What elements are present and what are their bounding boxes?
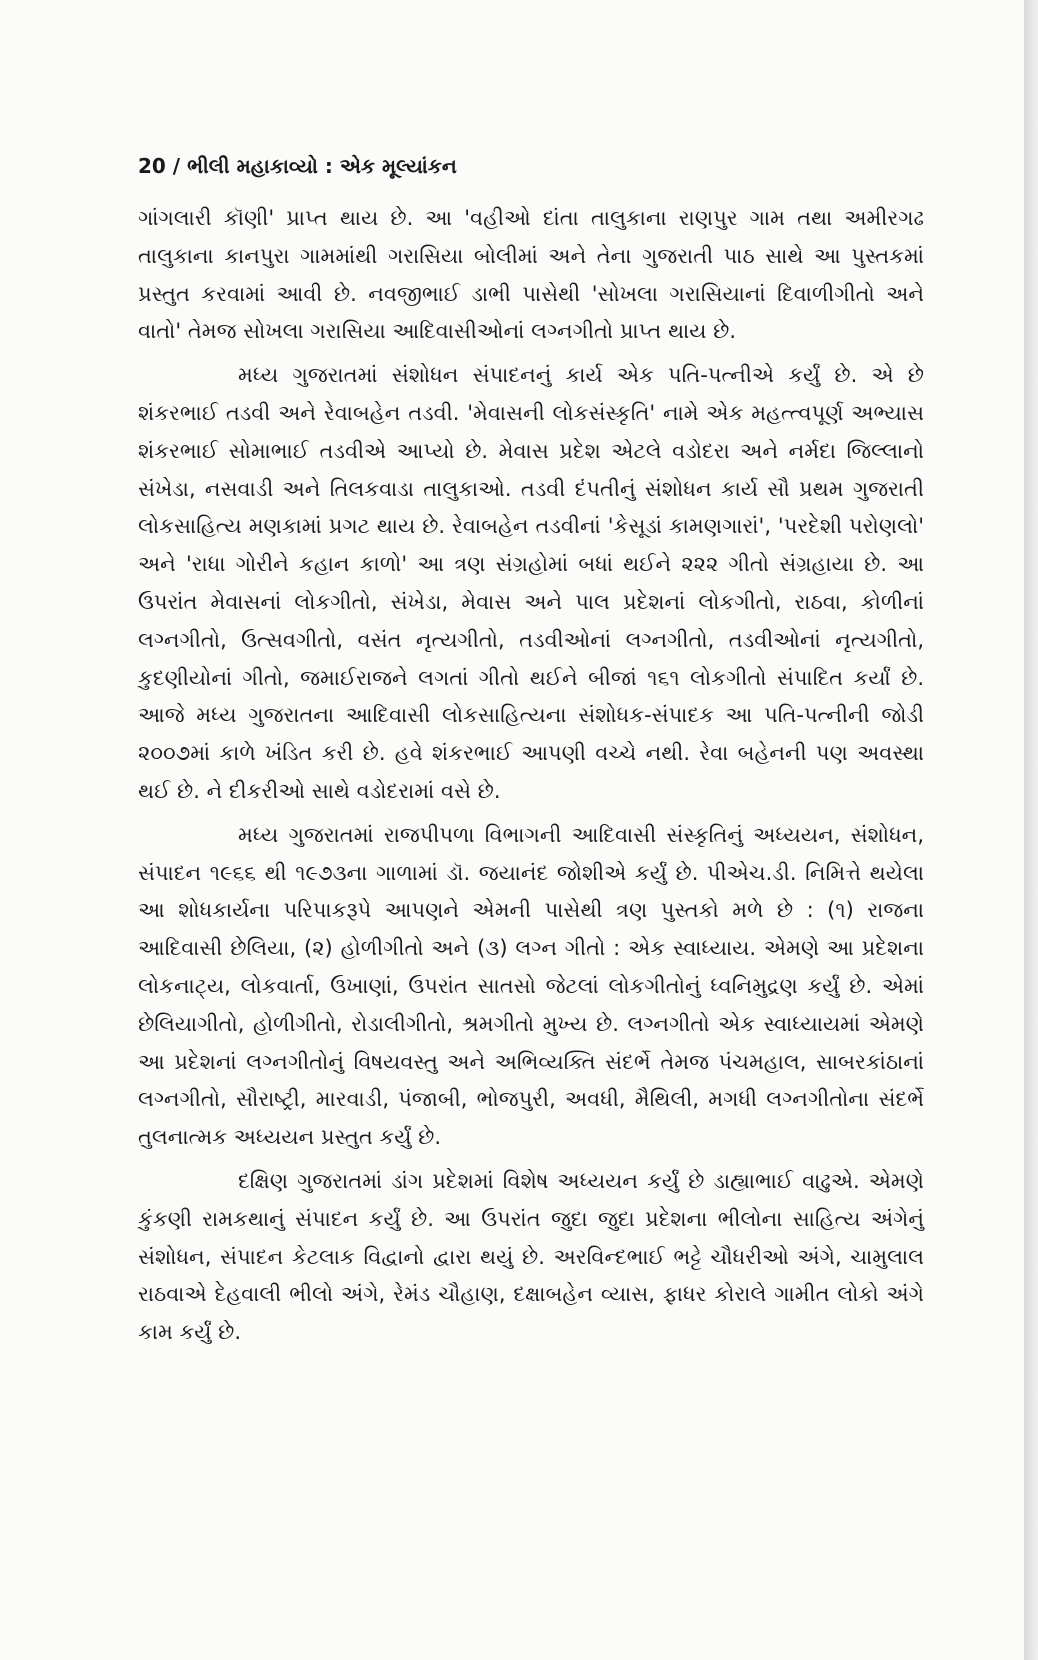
paragraph-2: મધ્ય ગુજરાતમાં સંશોધન સંપાદનનું કાર્ય એક પતિ-પત્નીએ કર્યું છે. એ છે શંકરભાઈ તડવી અને રેવાબહેન તડવી. 'મેવાસની લોકસંસ્કૃતિ' નામે એક મહત્ત્વપૂર્ણ અભ્યાસ શંકરભાઈ સોમાભાઈ તડવીએ આપ્યો છે. મેવાસ પ્રદેશ એટલે વડોદરા અને નર્મદા જિલ્લાનો સંખેડા, નસવાડી અને તિલકવાડા તાલુકાઓ. તડવી દંપતીનું સંશોધન કાર્ય સૌ પ્રથમ ગુજરાતી લોકસાહિત્ય મણકામાં પ્રગટ થાય છે. રેવાબહેન તડવીનાં 'કેસૂડાં કામણગારાં', 'પરદેશી પરોણલો' અને 'રાધા ગોરીને કહાન કાળો' આ ત્રણ સંગ્રહોમાં બધાં થઈને ૨૨૨ ગીતો સંગ્રહાયા છે. આ ઉપરાંત મેવાસનાં લોકગીતો, સંખેડા, મેવાસ અને પાલ પ્રદેશનાં લોકગીતો, રાઠવા, કોળીનાં લગ્નગીતો, ઉત્સવગીતો, વસંત નૃત્યગીતો, તડવીઓનાં લગ્નગીતો, તડવીઓનાં નૃત્યગીતો, કુદણીયોનાં ગીતો, જમાઈરાજને લગતાં ગીતો થઈને બીજાં ૧૬૧ લોકગીતો સંપાદિત કર્યાં છે. આજે મધ્ય ગુજરાતના આદિવાસી લોકસાહિત્યના સંશોધક-સંપાદક આ પતિ-પત્નીની જોડી ૨૦૦૭માં કાળે ખંડિત કરી છે. હવે શંકરભાઈ આપણી વચ્ચે નથી. રેવા બહેનની પણ અવસ્થા થઈ છે. ને દીકરીઓ સાથે વડોદરામાં વસે છે. [138, 363, 924, 803]
paragraph-4: દક્ષિણ ગુજરાતમાં ડાંગ પ્રદેશમાં વિશેષ અધ્યયન કર્યું છે ડાહ્યાભાઈ વાઢુએ. એમણે કુંકણી રામકથાનું સંપાદન કર્યું છે. આ ઉપરાંત જુદા જુદા પ્રદેશના ભીલોના સાહિત્ય અંગેનું સંશોધન, સંપાદન કેટલાક વિદ્વાનો દ્વારા થયું છે. અરવિન્દભાઈ ભટ્ટે ચૌધરીઓ અંગે, ચામુલાલ રાઠવાએ દેહવાલી ભીલો અંગે, રેમંડ ચૌહાણ, દક્ષાબહેન વ્યાસ, ફાધર કોરાલે ગામીત લોકો અંગે કામ કર્યું છે. [138, 1168, 924, 1345]
paragraph-3: મધ્ય ગુજરાતમાં રાજપીપળા વિભાગની આદિવાસી સંસ્કૃતિનું અધ્યયન, સંશોધન, સંપાદન ૧૯૬૬ થી ૧૯૭૩ના ગાળામાં ડૉ. જયાનંદ જોશીએ કર્યું છે. પીએચ.ડી. નિમિત્તે થયેલા આ શોધકાર્યના પરિપાકરૂપે આપણને એમની પાસેથી ત્રણ પુસ્તકો મળે છે : (૧) રાજના આદિવાસી છેલિયા, (૨) હોળીગીતો અને (૩) લગ્ન ગીતો : એક સ્વાધ્યાય. એમણે આ પ્રદેશના લોકનાટ્ય, લોકવાર્તા, ઉખાણાં, ઉપરાંત સાતસો જેટલાં લોકગીતોનું ધ્વનિમુદ્રણ કર્યું છે. એમાં છેલિયાગીતો, હોળીગીતો, રોડાલીગીતો, શ્રમગીતો મુખ્ય છે. લગ્નગીતો એક સ્વાધ્યાયમાં એમણે આ પ્રદેશનાં લગ્નગીતોનું વિષયવસ્તુ અને અભિવ્યક્તિ સંદર્ભે તેમજ પંચમહાલ, સાબરકાંઠાનાં લગ્નગીતો, સૌરાષ્ટ્રી, મારવાડી, પંજાબી, ભોજપુરી, અવધી, મૈથિલી, મગધી લગ્નગીતોના સંદર્ભે તુલનાત્મક અધ્યયન પ્રસ્તુત કર્યું છે. [138, 822, 925, 1150]
running-head: 20 / ભીલી મહાકાવ્યો : એક મૂલ્યાંકન [138, 154, 457, 178]
page-edge-shadow [1024, 0, 1038, 1660]
body-text [138, 200, 924, 1358]
paragraph-1: ગાંગલારી કૉણી' પ્રાપ્ત થાય છે. આ 'વહીઓ દાંતા તાલુકાના રાણપુર ગામ તથા અમીરગઢ તાલુકાના કાનપુરા ગામમાંથી ગરાસિયા બોલીમાં અને તેના ગુજરાતી પાઠ સાથે આ પુસ્તકમાં પ્રસ્તુત કરવામાં આવી છે. નવજીભાઈ ડાભી પાસેથી 'સોખલા ગરાસિયાનાં દિવાળીગીતો અને વાતો' તેમજ સોખલા ગરાસિયા આદિવાસીઓનાં લગ્નગીતો પ્રાપ્ત થાય છે. [138, 206, 924, 344]
